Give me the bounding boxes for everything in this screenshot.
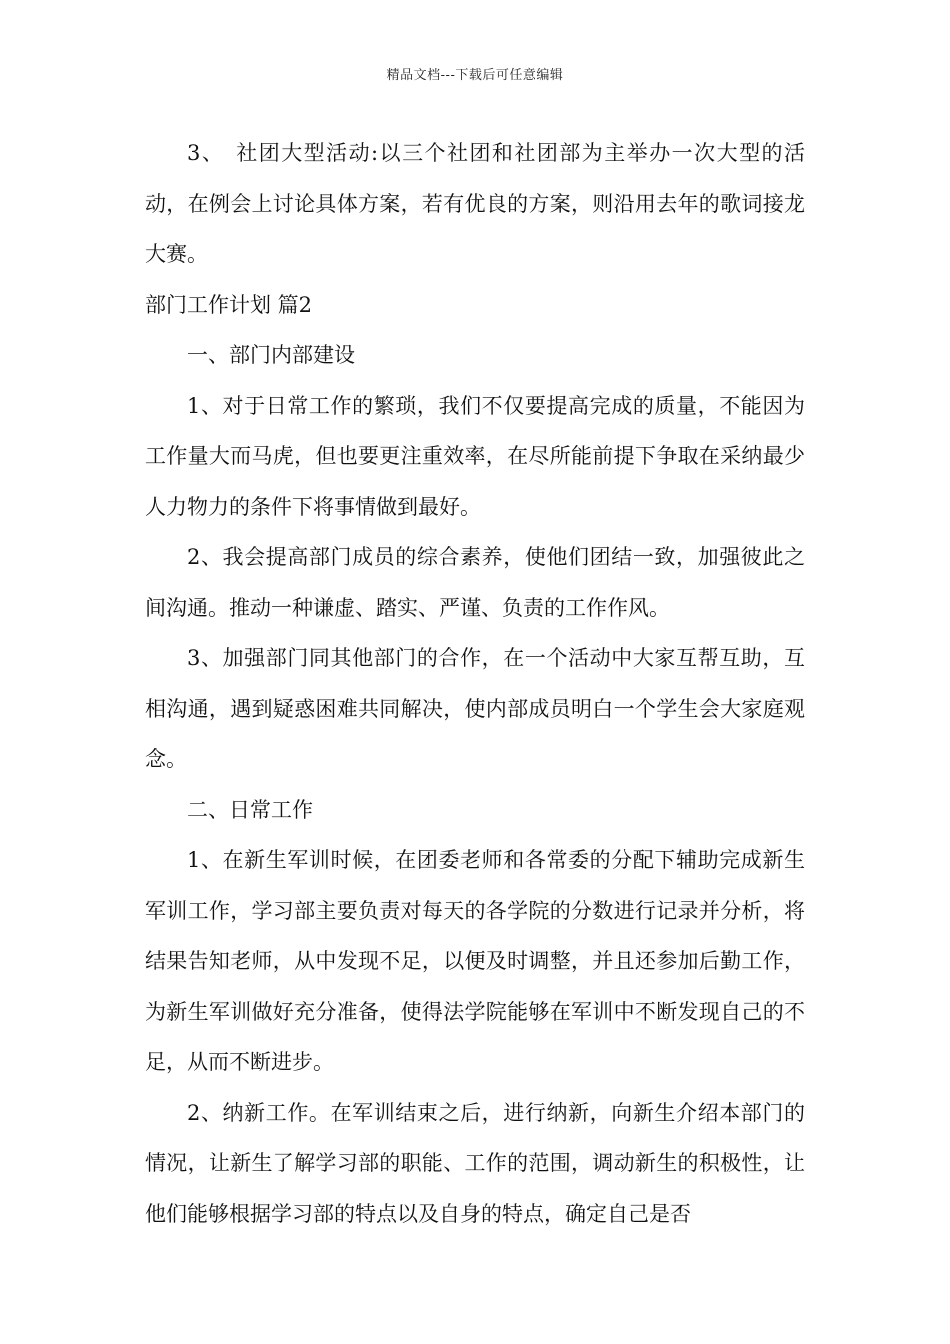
paragraph-daily-2: 2、纳新工作。在军训结束之后，进行纳新，向新生介绍本部门的情况，让新生了解学习部的职能、工作的范围，调动新生的积极性，让他们能够根据学习部的特点以及自身的特点，确定自己是否	[145, 1100, 805, 1226]
heading-internal-construction: 一、部门内部建设	[187, 343, 355, 367]
paragraph-club-activity: 3、 社团大型活动:以三个社团和社团部为主举办一次大型的活动，在例会上讨论具体方案，若有优良的方案，则沿用去年的歌词接龙大赛。	[145, 141, 805, 266]
section-title-plan-2: 部门工作计划 篇2	[145, 292, 313, 317]
paragraph-daily-1: 1、在新生军训时候，在团委老师和各常委的分配下辅助完成新生军训工作，学习部主要负责对每天的各学院的分数进行记录并分析，将结果告知老师，从中发现不足，以便及时调整，并且还参加后勤工作，为新生军训做好充分准备，使得法学院能够在军训中不断发现自己的不足，从而不断进步。	[145, 848, 805, 1074]
paragraph-internal-1: 1、对于日常工作的繁琐，我们不仅要提高完成的质量，不能因为工作量大而马虎，但也要更注重效率，在尽所能前提下争取在采纳最少人力物力的条件下将事情做到最好。	[145, 393, 805, 519]
paragraph-internal-3: 3、加强部门同其他部门的合作，在一个活动中大家互帮互助，互相沟通，遇到疑惑困难共同解决，使内部成员明白一个学生会大家庭观念。	[145, 646, 805, 771]
page-header: 精品文档---下载后可任意编辑	[386, 68, 564, 83]
paragraph-internal-2: 2、我会提高部门成员的综合素养，使他们团结一致，加强彼此之间沟通。推动一种谦虚、踏实、严谨、负责的工作作风。	[145, 545, 805, 620]
document-body	[145, 128, 805, 1239]
heading-daily-work: 二、日常工作	[187, 797, 313, 822]
